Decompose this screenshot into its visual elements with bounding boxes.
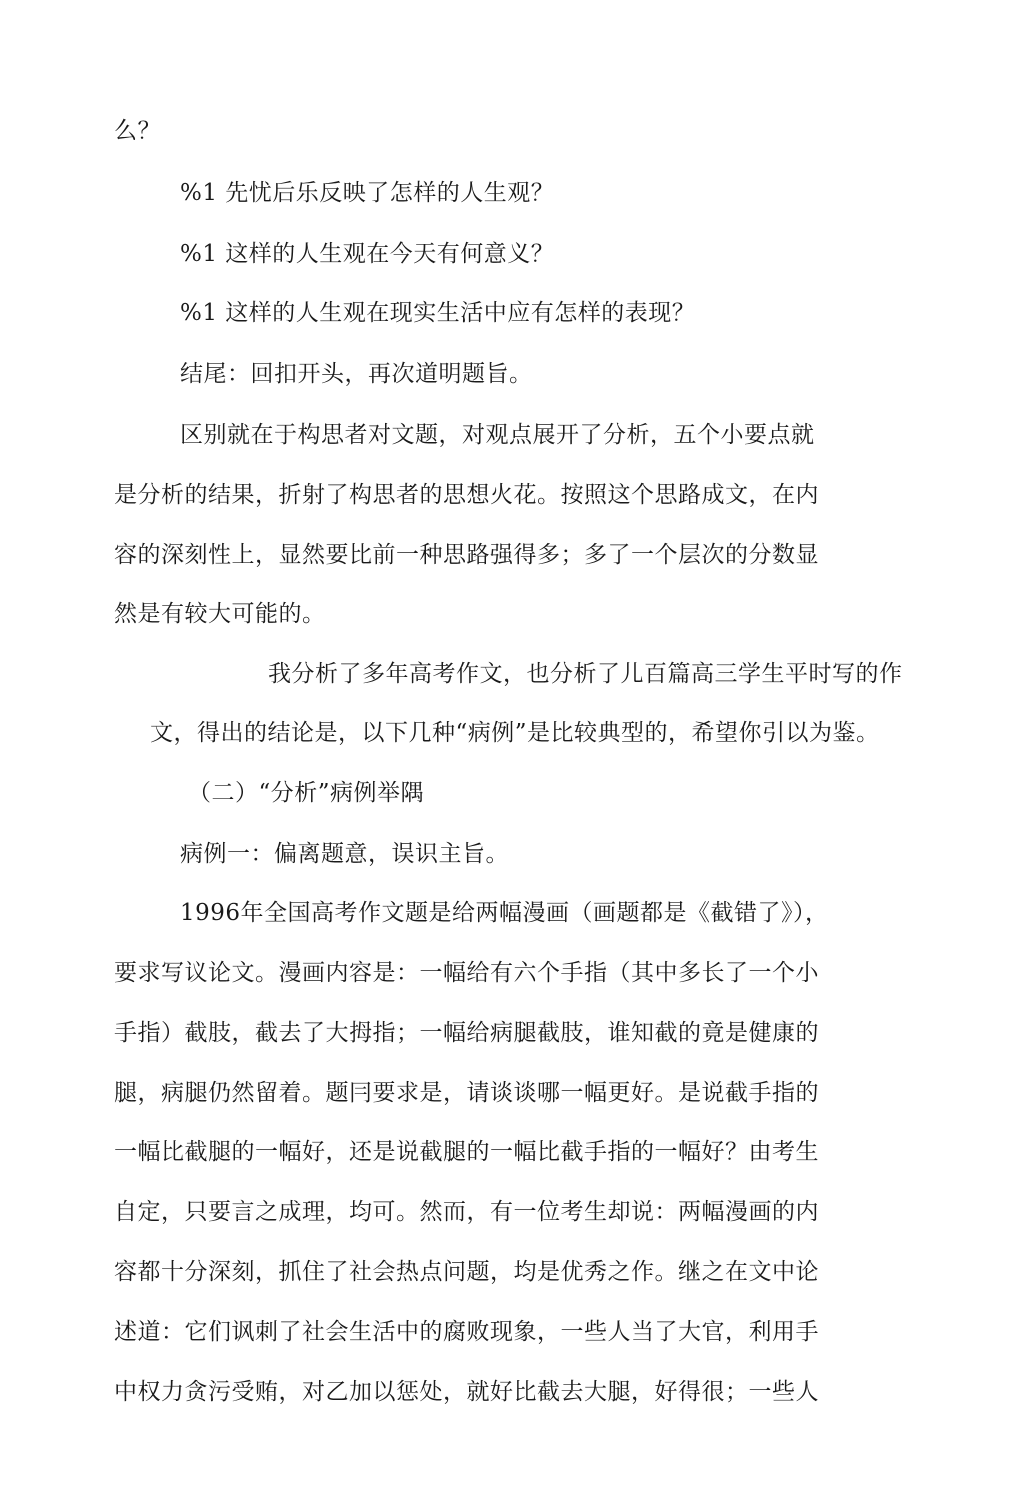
text-line-5: 结尾：回扣开头，再次道明题旨。 xyxy=(180,361,533,387)
text-line-7: 是分析的结果，折射了构思者的思想火花。按照这个思路成文，在内 xyxy=(114,482,819,508)
text-line-4: %1 这样的人生观在现实生活中应有怎样的表现？ xyxy=(180,300,696,326)
text-line-8: 容的深刻性上，显然要比前一种思路强得多；多了一个层次的分数显 xyxy=(114,542,819,568)
text-line-20: 容都十分深刻，抓住了社会热点问题，均是优秀之作。继之在文中论 xyxy=(114,1259,819,1285)
text-line-14: 1996年全国高考作文题是给两幅漫画（画题都是《截错了》）， xyxy=(180,900,829,926)
text-line-11: 文，得出的结论是，以下几种“病例”是比较典型的，希望你引以为鉴。 xyxy=(150,720,880,746)
text-line-1: 么？ xyxy=(114,118,161,144)
text-line-10: 我分析了多年高考作文，也分析了儿百篇高三学生平时写的作 xyxy=(268,661,903,687)
text-line-18: 一幅比截腿的一幅好，还是说截腿的一幅比截手指的一幅好？由考生 xyxy=(114,1139,819,1165)
text-line-3: %1 这样的人生观在今天有何意义？ xyxy=(180,241,555,267)
text-line-13: 病例一：偏离题意，误识主旨。 xyxy=(180,841,509,867)
text-line-2: %1 先忧后乐反映了怎样的人生观？ xyxy=(180,180,555,206)
text-line-12: （二）“分析”病例举隅 xyxy=(188,780,425,806)
text-line-6: 区别就在于构思者对文题，对观点展开了分析，五个小要点就 xyxy=(180,422,815,448)
text-line-9: 然是有较大可能的。 xyxy=(114,601,326,627)
text-line-16: 手指）截肢，截去了大拇指；一幅给病腿截肢，谁知截的竟是健康的 xyxy=(114,1020,819,1046)
text-line-15: 要求写议论文。漫画内容是：一幅给有六个手指（其中多长了一个小 xyxy=(114,960,819,986)
text-line-21: 述道：它们讽刺了社会生活中的腐败现象，一些人当了大官，利用手 xyxy=(114,1319,819,1345)
text-line-17: 腿，病腿仍然留着。题冃要求是，请谈谈哪一幅更好。是说截手指的 xyxy=(114,1080,819,1106)
text-line-22: 中权力贪污受贿，对乙加以惩处，就好比截去大腿，好得很；一些人 xyxy=(114,1379,819,1405)
text-line-19: 自定，只要言之成理，均可。然而，有一位考生却说：两幅漫画的内 xyxy=(114,1199,819,1225)
